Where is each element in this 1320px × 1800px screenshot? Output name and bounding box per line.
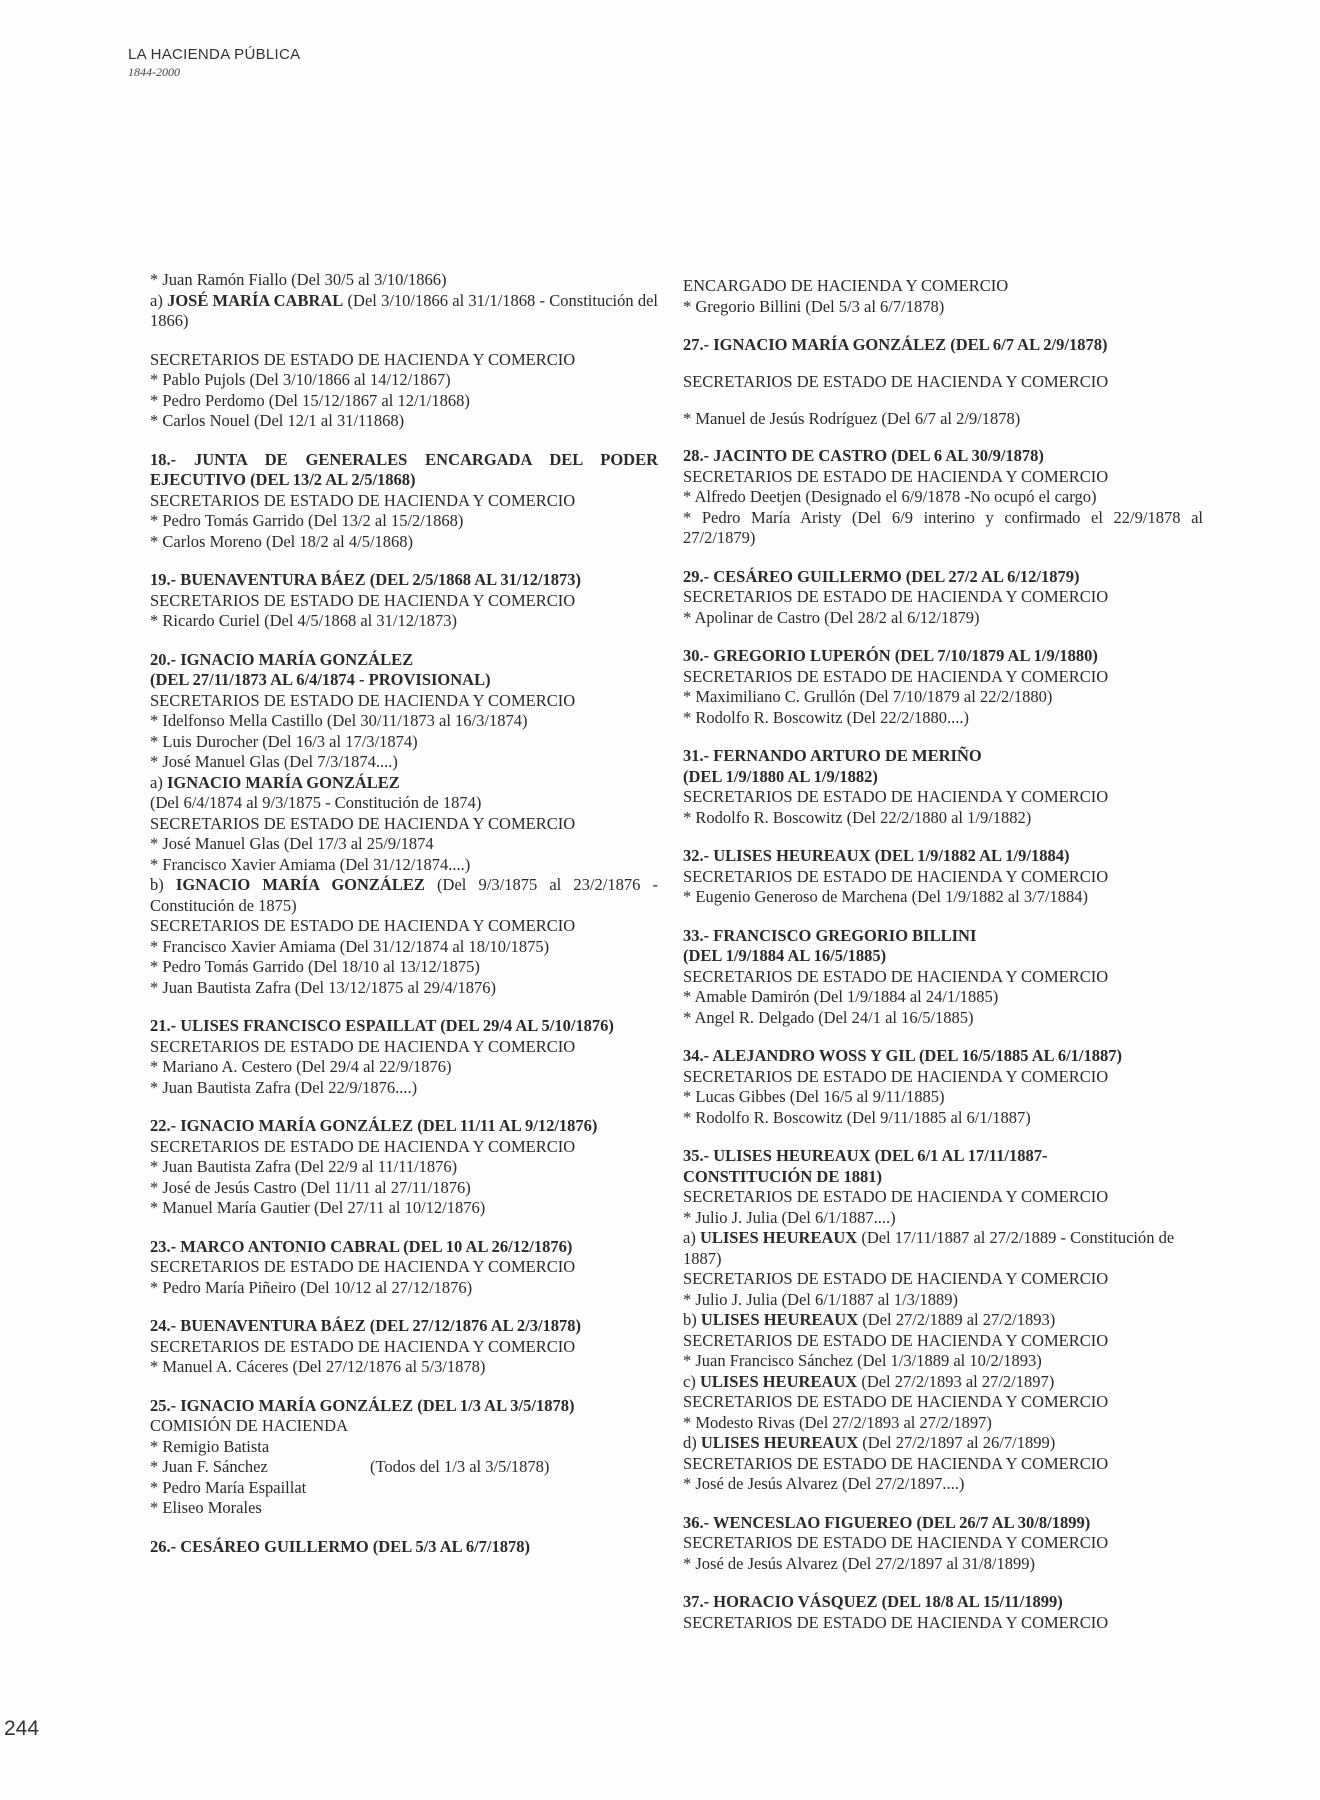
term-text: (Del 27/2/1893 al 27/2/1897): [857, 1371, 1055, 1391]
entry-line: SECRETARIOS DE ESTADO DE HACIENDA Y COMERCIO: [683, 1453, 1109, 1473]
entry-heading: 33.- FRANCISCO GREGORIO BILLINI: [683, 925, 977, 945]
entry-heading: 26.- CESÁREO GUILLERMO (DEL 5/3 AL 6/7/1878): [150, 1536, 531, 1556]
entry-20: [150, 650, 658, 999]
entry-line: * Rodolfo R. Boscowitz (Del 9/11/1885 al 6/1/1887): [683, 1107, 1031, 1127]
entry-line: * Juan Francisco Sánchez (Del 1/3/1889 al 10/2/1893): [683, 1351, 1042, 1370]
entry-line: SECRETARIOS DE ESTADO DE HACIENDA Y COMERCIO: [683, 1612, 1109, 1632]
entry-heading: 35.- ULISES HEUREAUX (DEL 6/1 AL 17/11/1887-: [683, 1146, 1048, 1165]
entry-34: [683, 1046, 1203, 1128]
entry-line: * Eliseo Morales: [150, 1498, 262, 1517]
entry-line: * Luis Durocher (Del 16/3 al 17/3/1874): [150, 731, 418, 751]
entry-heading: 31.- FERNANDO ARTURO DE MERIÑO: [683, 746, 982, 765]
entry-heading: 21.- ULISES FRANCISCO ESPAILLAT (DEL 29/4 AL 5/10/1876): [150, 1016, 614, 1035]
entry-line: SECRETARIOS DE ESTADO DE HACIENDA Y COMERCIO: [683, 372, 1109, 391]
entry-line: * Julio J. Julia (Del 6/1/1887....): [683, 1207, 896, 1227]
item-prefix: d): [683, 1433, 701, 1452]
president-name: ULISES HEUREAUX: [700, 1310, 859, 1329]
president-name: JOSÉ MARÍA CABRAL: [167, 290, 344, 310]
entry-heading: 28.- JACINTO DE CASTRO (DEL 6 AL 30/9/1878): [683, 446, 1044, 465]
item-prefix: a): [683, 1228, 700, 1247]
entry-heading: (DEL 27/11/1873 AL 6/4/1874 - PROVISIONAL): [150, 670, 491, 689]
entry-line: * Eugenio Generoso de Marchena (Del 1/9/1882 al 3/7/1884): [683, 887, 1089, 906]
entry-line: COMISIÓN DE HACIENDA: [150, 1416, 348, 1435]
entry-line: [683, 1310, 1203, 1331]
entry-line: SECRETARIOS DE ESTADO DE HACIENDA Y COMERCIO: [150, 349, 576, 369]
entry-25: [150, 1396, 658, 1519]
entry-heading: 36.- WENCESLAO FIGUEREO (DEL 26/7 AL 30/8/1899): [683, 1512, 1091, 1532]
item-prefix: a): [150, 772, 167, 792]
entry-26: [150, 1537, 658, 1558]
term-text: (Del 27/2/1897 al 26/7/1899): [858, 1433, 1056, 1452]
entry-line: * Maximiliano C. Grullón (Del 7/10/1879 al 22/2/1880): [683, 687, 1053, 706]
entry-line: SECRETARIOS DE ESTADO DE HACIENDA Y COMERCIO: [150, 1036, 576, 1056]
entry-line: * Juan Bautista Zafra (Del 22/9/1876....): [150, 1077, 418, 1097]
entry-heading: 29.- CESÁREO GUILLERMO (DEL 27/2 AL 6/12/1879): [683, 566, 1080, 586]
entry-line: * Carlos Nouel (Del 12/1 al 31/11868): [150, 411, 405, 430]
commission-names: [150, 1437, 370, 1519]
president-name: ULISES HEUREAUX: [699, 1371, 858, 1391]
entry-33: [683, 926, 1203, 1029]
secretaries-list: [150, 350, 658, 432]
entry-line: * Pedro María Piñeiro (Del 10/12 al 27/12/1876): [150, 1277, 473, 1297]
entry-line: SECRETARIOS DE ESTADO DE HACIENDA Y COMERCIO: [683, 1066, 1109, 1086]
entry-line: SECRETARIOS DE ESTADO DE HACIENDA Y COMERCIO: [150, 690, 576, 710]
entry-line: [683, 1372, 1203, 1393]
term-text: (Del 17/11/1887 al 27/2/1889 - Constitución de 1887): [683, 1228, 1175, 1268]
entry-line: * Pedro Perdomo (Del 15/12/1867 al 12/1/1868): [150, 390, 470, 410]
book-subtitle: 1844-2000: [128, 65, 180, 79]
entry-24: [150, 1316, 658, 1378]
entry-heading: 19.- BUENAVENTURA BÁEZ (DEL 2/5/1868 AL 31/12/1873): [150, 570, 582, 589]
entry-heading: 24.- BUENAVENTURA BÁEZ (DEL 27/12/1876 AL 2/3/1878): [150, 1316, 582, 1335]
entry-35: [683, 1146, 1203, 1495]
entry-line: * Manuel A. Cáceres (Del 27/12/1876 al 5/3/1878): [150, 1357, 486, 1376]
entry-26-continued: [683, 276, 1203, 317]
entry-line: SECRETARIOS DE ESTADO DE HACIENDA Y COMERCIO: [683, 1330, 1109, 1350]
item-prefix: a): [150, 290, 168, 310]
item-prefix: b): [683, 1310, 701, 1329]
entry-line: * Idelfonso Mella Castillo (Del 30/11/1873 al 16/3/1874): [150, 711, 528, 730]
book-title: LA HACIENDA PÚBLICA: [128, 46, 301, 63]
entry-heading: 25.- IGNACIO MARÍA GONZÁLEZ (DEL 1/3 AL 3/5/1878): [150, 1395, 575, 1415]
entry-23: [150, 1237, 658, 1299]
president-name: ULISES HEUREAUX: [700, 1433, 859, 1452]
entry-line: SECRETARIOS DE ESTADO DE HACIENDA Y COMERCIO: [150, 1257, 576, 1276]
entry-line: * Manuel María Gautier (Del 27/11 al 10/12/1876): [150, 1198, 486, 1217]
entry-heading: 20.- IGNACIO MARÍA GONZÁLEZ: [150, 649, 414, 669]
entry-line: SECRETARIOS DE ESTADO DE HACIENDA Y COMERCIO: [683, 1187, 1109, 1206]
entry-line: * Rodolfo R. Boscowitz (Del 22/2/1880 al 1/9/1882): [683, 807, 1032, 827]
entry-line: SECRETARIOS DE ESTADO DE HACIENDA Y COMERCIO: [150, 916, 576, 935]
commission-members: [150, 1437, 658, 1519]
entry-line: * Juan Bautista Zafra (Del 22/9 al 11/11/1876): [150, 1157, 458, 1176]
entry-line: * José de Jesús Alvarez (Del 27/2/1897 al 31/8/1899): [683, 1553, 1035, 1573]
entry-line: * Juan Bautista Zafra (Del 13/12/1875 al 29/4/1876): [150, 977, 496, 997]
entry-line: (Del 6/4/1874 al 9/3/1875 - Constitución de 1874): [150, 793, 482, 812]
entry-27: [683, 335, 1203, 430]
president-name: ULISES HEUREAUX: [699, 1228, 858, 1247]
entry-line: SECRETARIOS DE ESTADO DE HACIENDA Y COMERCIO: [150, 1336, 576, 1356]
entry-line: * José Manuel Glas (Del 17/3 al 25/9/1874: [150, 834, 434, 853]
entry-line: * José de Jesús Castro (Del 11/11 al 27/11/1876): [150, 1177, 471, 1197]
entry-32: [683, 846, 1203, 908]
entry-28: [683, 446, 1203, 549]
entry-29: [683, 567, 1203, 629]
entry-line: [150, 875, 658, 916]
commission-note: (Todos del 1/3 al 3/5/1878): [370, 1456, 550, 1476]
entry-line: * Francisco Xavier Amiama (Del 31/12/1874 al 18/10/1875): [150, 936, 550, 956]
entry-line: ENCARGADO DE HACIENDA Y COMERCIO: [683, 276, 1009, 295]
entry-heading: 22.- IGNACIO MARÍA GONZÁLEZ (DEL 11/11 AL 9/12/1876): [150, 1116, 598, 1135]
entry-21: [150, 1016, 658, 1098]
president-name: IGNACIO MARÍA GONZÁLEZ: [166, 772, 400, 792]
entry-line: * Pedro María Espaillat: [150, 1477, 307, 1497]
term-text: (Del 9/3/1875 al 23/2/1876 - Constitución de 1875): [150, 875, 659, 915]
entry-line: * Pedro Tomás Garrido (Del 13/2 al 15/2/1868): [150, 511, 464, 530]
entry-19: [150, 570, 658, 632]
entry-line: * Juan F. Sánchez: [150, 1457, 268, 1476]
entry-heading: 34.- ALEJANDRO WOSS Y GIL (DEL 16/5/1885 AL 6/1/1887): [683, 1046, 1123, 1065]
entry-heading: 37.- HORACIO VÁSQUEZ (DEL 18/8 AL 15/11/1899): [683, 1592, 1063, 1611]
item-prefix: b): [150, 875, 176, 894]
entry-31: [683, 746, 1203, 828]
entry-heading: CONSTITUCIÓN DE 1881): [683, 1166, 882, 1186]
entry-heading: 30.- GREGORIO LUPERÓN (DEL 7/10/1879 AL 1/9/1880): [683, 646, 1098, 665]
entry-18: [150, 450, 658, 553]
entry-line: [683, 1228, 1203, 1269]
entry-line: SECRETARIOS DE ESTADO DE HACIENDA Y COMERCIO: [683, 1392, 1109, 1411]
entry-line: [150, 773, 658, 794]
entry-line: * Juan Ramón Fiallo (Del 30/5 al 3/10/1866): [150, 270, 447, 289]
entry-line: SECRETARIOS DE ESTADO DE HACIENDA Y COMERCIO: [683, 966, 1109, 986]
entry-line: * Julio J. Julia (Del 6/1/1887 al 1/3/1889): [683, 1289, 958, 1309]
entry-22: [150, 1116, 658, 1219]
entry-line: SECRETARIOS DE ESTADO DE HACIENDA Y COMERCIO: [683, 787, 1109, 806]
entry-line: * Alfredo Deetjen (Designado el 6/9/1878 -No ocupó el cargo): [683, 487, 1097, 506]
entry-line: SECRETARIOS DE ESTADO DE HACIENDA Y COMERCIO: [683, 466, 1109, 486]
entry-line: * Pedro Tomás Garrido (Del 18/10 al 13/12/1875): [150, 957, 480, 976]
entry-line: SECRETARIOS DE ESTADO DE HACIENDA Y COMERCIO: [683, 666, 1109, 686]
entry-line: * Apolinar de Castro (Del 28/2 al 6/12/1879): [683, 607, 980, 627]
entry-heading: 27.- IGNACIO MARÍA GONZÁLEZ (DEL 6/7 AL 2/9/1878): [683, 335, 1108, 354]
entry-line: * Amable Damirón (Del 1/9/1884 al 24/1/1885): [683, 987, 999, 1006]
entry-line: * Manuel de Jesús Rodríguez (Del 6/7 al 2/9/1878): [683, 409, 1021, 428]
entry-line: SECRETARIOS DE ESTADO DE HACIENDA Y COMERCIO: [150, 590, 576, 610]
entry-line: SECRETARIOS DE ESTADO DE HACIENDA Y COMERCIO: [683, 1533, 1109, 1552]
entry-line: SECRETARIOS DE ESTADO DE HACIENDA Y COMERCIO: [150, 1136, 576, 1156]
entry-37: [683, 1592, 1203, 1633]
entry-line: * José Manuel Glas (Del 7/3/1874....): [150, 752, 398, 771]
term-text: (Del 27/2/1889 al 27/2/1893): [858, 1310, 1056, 1329]
entry-30: [683, 646, 1203, 728]
entry-line: * Angel R. Delgado (Del 24/1 al 16/5/1885): [683, 1007, 974, 1027]
entry-36: [683, 1513, 1203, 1575]
entry-line: * Francisco Xavier Amiama (Del 31/12/1874....): [150, 854, 471, 874]
entry-line: SECRETARIOS DE ESTADO DE HACIENDA Y COMERCIO: [683, 866, 1109, 886]
entry-line: * Modesto Rivas (Del 27/2/1893 al 27/2/1897): [683, 1412, 992, 1432]
item-prefix: c): [683, 1371, 700, 1391]
entry-heading: 18.- JUNTA DE GENERALES ENCARGADA DEL PODER EJECUTIVO (DEL 13/2 AL 2/5/1868): [150, 449, 658, 489]
entry-line: * Gregorio Billini (Del 5/3 al 6/7/1878): [683, 296, 945, 316]
entry-heading: 23.- MARCO ANTONIO CABRAL (DEL 10 AL 26/12/1876): [150, 1236, 573, 1256]
entry-heading: (DEL 1/9/1880 AL 1/9/1882): [683, 766, 878, 786]
right-column: [683, 276, 1203, 1651]
entry-line: * Carlos Moreno (Del 18/2 al 4/5/1868): [150, 531, 414, 551]
left-column: [150, 270, 658, 1575]
running-header: [128, 46, 300, 80]
entry-17-continued: [150, 270, 658, 332]
entry-line: * Remigio Batista: [150, 1436, 270, 1456]
entry-line: * Ricardo Curiel (Del 4/5/1868 al 31/12/1873): [150, 611, 458, 630]
entry-line: * José de Jesús Alvarez (Del 27/2/1897....): [683, 1474, 965, 1493]
entry-line: SECRETARIOS DE ESTADO DE HACIENDA Y COMERCIO: [683, 1269, 1109, 1288]
entry-heading: 32.- ULISES HEUREAUX (DEL 1/9/1882 AL 1/9/1884): [683, 846, 1070, 865]
entry-line: SECRETARIOS DE ESTADO DE HACIENDA Y COMERCIO: [683, 587, 1109, 606]
entry-line: SECRETARIOS DE ESTADO DE HACIENDA Y COMERCIO: [150, 490, 576, 510]
entry-line: * Lucas Gibbes (Del 16/5 al 9/11/1885): [683, 1087, 945, 1106]
entry-line: [683, 1433, 1203, 1454]
president-name: IGNACIO MARÍA GONZÁLEZ: [175, 875, 425, 894]
page-number: 244: [4, 1717, 40, 1740]
entry-line: * Pedro María Aristy (Del 6/9 interino y confirmado el 22/9/1878 al 27/2/1879): [683, 507, 1203, 547]
entry-line: * Mariano A. Cestero (Del 29/4 al 22/9/1876): [150, 1057, 452, 1076]
term-text: (Del 3/10/1866 al 31/1/1868 - Constitución del 1866): [150, 290, 658, 330]
entry-line: [150, 291, 658, 332]
entry-line: * Pablo Pujols (Del 3/10/1866 al 14/12/1867): [150, 370, 451, 389]
entry-line: SECRETARIOS DE ESTADO DE HACIENDA Y COMERCIO: [150, 813, 576, 833]
entry-heading: (DEL 1/9/1884 AL 16/5/1885): [683, 946, 887, 965]
entry-line: * Rodolfo R. Boscowitz (Del 22/2/1880....): [683, 707, 969, 727]
